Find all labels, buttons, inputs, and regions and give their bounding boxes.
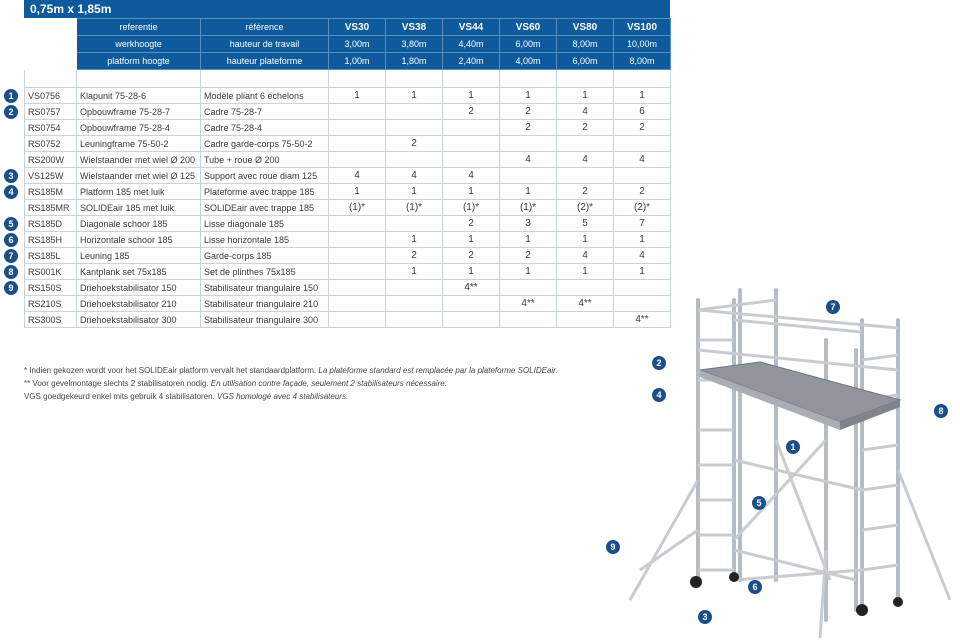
part-name-nl: Leuning 185 xyxy=(77,248,201,264)
height-value: 8,00m xyxy=(614,53,671,70)
quantity-cell: 4 xyxy=(329,168,386,184)
scaffold-illustration xyxy=(600,280,960,640)
parts-table xyxy=(24,18,671,328)
part-name-nl: SOLIDEair 185 met luik xyxy=(77,200,201,216)
callout-badge: 4 xyxy=(652,388,666,402)
quantity-cell: 1 xyxy=(614,264,671,280)
header-label-fr: hauteur de travail xyxy=(201,36,329,53)
model-header: VS30 xyxy=(329,19,386,36)
part-name-nl: Driehoekstabilisator 150 xyxy=(77,280,201,296)
part-name-nl: Klapunit 75-28-6 xyxy=(77,88,201,104)
quantity-cell xyxy=(386,104,443,120)
table-row xyxy=(25,88,671,104)
quantity-cell xyxy=(329,216,386,232)
quantity-cell: 1 xyxy=(386,232,443,248)
row-number-badge: 3 xyxy=(4,169,18,183)
quantity-cell: 2 xyxy=(386,136,443,152)
part-reference: RS185D xyxy=(25,216,77,232)
part-name-fr: Plateforme avec trappe 185 xyxy=(201,184,329,200)
quantity-cell: 2 xyxy=(443,216,500,232)
height-value: 2,40m xyxy=(443,53,500,70)
part-name-fr: Modèle pliant 6 échelons xyxy=(201,88,329,104)
height-value: 8,00m xyxy=(557,36,614,53)
quantity-cell: 4 xyxy=(443,168,500,184)
part-name-nl: Opbouwframe 75-28-7 xyxy=(77,104,201,120)
table-row xyxy=(25,232,671,248)
height-value: 4,40m xyxy=(443,36,500,53)
header-row xyxy=(25,19,671,36)
table-row xyxy=(25,136,671,152)
quantity-cell: 1 xyxy=(386,264,443,280)
quantity-cell xyxy=(386,120,443,136)
height-value: 1,00m xyxy=(329,53,386,70)
header-corner xyxy=(25,53,77,70)
quantity-cell: 5 xyxy=(557,216,614,232)
quantity-cell xyxy=(443,136,500,152)
quantity-cell: 4 xyxy=(614,248,671,264)
footnote xyxy=(24,364,644,377)
part-name-fr: Support avec roue diam 125 xyxy=(201,168,329,184)
model-header: VS80 xyxy=(557,19,614,36)
quantity-cell xyxy=(500,280,557,296)
callout-badge: 6 xyxy=(748,580,762,594)
part-reference: RS300S xyxy=(25,312,77,328)
quantity-cell: 4 xyxy=(614,152,671,168)
quantity-cell: 4 xyxy=(557,152,614,168)
part-reference: VS0756 xyxy=(25,88,77,104)
model-header: VS60 xyxy=(500,19,557,36)
quantity-cell: (1)* xyxy=(386,200,443,216)
quantity-cell xyxy=(443,120,500,136)
quantity-cell: 1 xyxy=(557,232,614,248)
part-name-nl: Diagonale schoor 185 xyxy=(77,216,201,232)
part-name-fr: Lisse diagonale 185 xyxy=(201,216,329,232)
part-name-nl: Horizontale schoor 185 xyxy=(77,232,201,248)
row-number-badge: 9 xyxy=(4,281,18,295)
footnote-nl: ** Voor gevelmontage slechts 2 stabilisatoren nodig. xyxy=(24,379,211,388)
quantity-cell: (1)* xyxy=(443,200,500,216)
quantity-cell: 1 xyxy=(500,232,557,248)
spacer-row xyxy=(25,70,671,88)
quantity-cell: 4 xyxy=(557,104,614,120)
quantity-cell xyxy=(443,152,500,168)
quantity-cell: 1 xyxy=(557,88,614,104)
quantity-cell: (1)* xyxy=(329,200,386,216)
quantity-cell xyxy=(329,152,386,168)
callout-badge: 2 xyxy=(652,356,666,370)
part-name-fr: Stabilisateur triangulaire 300 xyxy=(201,312,329,328)
table-row xyxy=(25,168,671,184)
part-name-nl: Opbouwframe 75-28-4 xyxy=(77,120,201,136)
part-name-nl: Driehoekstabilisator 300 xyxy=(77,312,201,328)
quantity-cell: 1 xyxy=(443,88,500,104)
quantity-cell: 2 xyxy=(557,184,614,200)
table-row xyxy=(25,184,671,200)
header-corner xyxy=(25,36,77,53)
table-row xyxy=(25,120,671,136)
header-label-fr: hauteur plateforme xyxy=(201,53,329,70)
table-row xyxy=(25,152,671,168)
row-number-badge: 7 xyxy=(4,249,18,263)
quantity-cell: 1 xyxy=(500,184,557,200)
part-name-fr: Garde-corps 185 xyxy=(201,248,329,264)
quantity-cell: (1)* xyxy=(500,200,557,216)
quantity-cell xyxy=(386,296,443,312)
height-value: 3,80m xyxy=(386,36,443,53)
height-value: 1,80m xyxy=(386,53,443,70)
footnotes xyxy=(24,364,644,403)
footnote-fr: La plateforme standard est remplacée par la plateforme SOLIDEair. xyxy=(318,366,558,375)
part-reference: RS185H xyxy=(25,232,77,248)
row-number-badge: 5 xyxy=(4,217,18,231)
table-row xyxy=(25,264,671,280)
quantity-cell xyxy=(329,104,386,120)
quantity-cell: 2 xyxy=(500,104,557,120)
callout-badge: 5 xyxy=(752,496,766,510)
part-name-fr: Lisse horizontale 185 xyxy=(201,232,329,248)
header-corner xyxy=(25,19,77,36)
part-name-nl: Driehoekstabilisator 210 xyxy=(77,296,201,312)
table-row xyxy=(25,216,671,232)
header-row xyxy=(25,53,671,70)
callout-badge: 8 xyxy=(934,404,948,418)
quantity-cell: 1 xyxy=(329,184,386,200)
part-name-nl: Kantplank set 75x185 xyxy=(77,264,201,280)
part-reference: RS185M xyxy=(25,184,77,200)
quantity-cell: 2 xyxy=(443,104,500,120)
quantity-cell xyxy=(386,216,443,232)
quantity-cell: 4** xyxy=(443,280,500,296)
quantity-cell: 1 xyxy=(500,88,557,104)
quantity-cell: 1 xyxy=(500,264,557,280)
quantity-cell: 1 xyxy=(329,88,386,104)
quantity-cell: 6 xyxy=(614,104,671,120)
part-reference: RS150S xyxy=(25,280,77,296)
quantity-cell: 2 xyxy=(614,184,671,200)
part-reference: VS125W xyxy=(25,168,77,184)
quantity-cell xyxy=(329,280,386,296)
model-header: VS44 xyxy=(443,19,500,36)
quantity-cell: 1 xyxy=(614,232,671,248)
quantity-cell: 1 xyxy=(443,232,500,248)
footnote xyxy=(24,390,644,403)
header-label-nl: werkhoogte xyxy=(77,36,201,53)
callout-badge: 3 xyxy=(698,610,712,624)
quantity-cell: 4** xyxy=(500,296,557,312)
part-name-fr: SOLIDEair avec trappe 185 xyxy=(201,200,329,216)
quantity-cell: 2 xyxy=(500,248,557,264)
header-label-nl: platform hoogte xyxy=(77,53,201,70)
table-row xyxy=(25,248,671,264)
model-header: VS38 xyxy=(386,19,443,36)
part-reference: RS200W xyxy=(25,152,77,168)
part-name-fr: Cadre garde-corps 75-50-2 xyxy=(201,136,329,152)
quantity-cell: 2 xyxy=(557,120,614,136)
part-reference: RS185MR xyxy=(25,200,77,216)
part-reference: RS0754 xyxy=(25,120,77,136)
quantity-cell xyxy=(329,120,386,136)
quantity-cell: (2)* xyxy=(557,200,614,216)
quantity-cell: 4 xyxy=(557,248,614,264)
header-label-fr: référence xyxy=(201,19,329,36)
part-name-nl: Wielstaander met wiel Ø 200 xyxy=(77,152,201,168)
header-label-nl: referentie xyxy=(77,19,201,36)
quantity-cell: 3 xyxy=(500,216,557,232)
footnote-fr: VGS homologé avec 4 stabilisateurs. xyxy=(217,392,349,401)
quantity-cell xyxy=(614,136,671,152)
quantity-cell xyxy=(386,152,443,168)
quantity-cell xyxy=(500,312,557,328)
quantity-cell xyxy=(386,280,443,296)
row-number-badge: 4 xyxy=(4,185,18,199)
quantity-cell: 7 xyxy=(614,216,671,232)
quantity-cell xyxy=(329,264,386,280)
height-value: 6,00m xyxy=(500,36,557,53)
row-number-badge: 8 xyxy=(4,265,18,279)
callout-badge: 1 xyxy=(786,440,800,454)
part-reference: RS001K xyxy=(25,264,77,280)
callout-badge: 9 xyxy=(606,540,620,554)
quantity-cell: 4 xyxy=(500,152,557,168)
quantity-cell xyxy=(443,312,500,328)
quantity-cell: 4 xyxy=(386,168,443,184)
header-row xyxy=(25,36,671,53)
footnote xyxy=(24,377,644,390)
quantity-cell xyxy=(500,136,557,152)
row-number-badge: 6 xyxy=(4,233,18,247)
quantity-cell: 2 xyxy=(500,120,557,136)
quantity-cell xyxy=(614,168,671,184)
part-name-fr: Cadre 75-28-7 xyxy=(201,104,329,120)
quantity-cell xyxy=(443,296,500,312)
table-row xyxy=(25,200,671,216)
part-name-fr: Stabilisateur triangulaire 210 xyxy=(201,296,329,312)
row-number-badge: 2 xyxy=(4,105,18,119)
part-name-fr: Cadre 75-28-4 xyxy=(201,120,329,136)
quantity-cell: 2 xyxy=(614,120,671,136)
height-value: 3,00m xyxy=(329,36,386,53)
part-name-fr: Set de plinthes 75x185 xyxy=(201,264,329,280)
height-value: 6,00m xyxy=(557,53,614,70)
quantity-cell: 4** xyxy=(614,312,671,328)
quantity-cell xyxy=(329,296,386,312)
callout-badge: 7 xyxy=(826,300,840,314)
part-name-fr: Tube + roue Ø 200 xyxy=(201,152,329,168)
table-title: 0,75m x 1,85m xyxy=(24,0,670,18)
height-value: 4,00m xyxy=(500,53,557,70)
quantity-cell: (2)* xyxy=(614,200,671,216)
quantity-cell xyxy=(557,136,614,152)
part-reference: RS210S xyxy=(25,296,77,312)
part-reference: RS0752 xyxy=(25,136,77,152)
table-row xyxy=(25,312,671,328)
quantity-cell xyxy=(500,168,557,184)
model-header: VS100 xyxy=(614,19,671,36)
quantity-cell xyxy=(329,248,386,264)
quantity-cell xyxy=(386,312,443,328)
quantity-cell: 1 xyxy=(386,184,443,200)
footnote-nl: * Indien gekozen wordt voor het SOLIDEair platform vervalt het standaardplatform. xyxy=(24,366,319,375)
quantity-cell: 1 xyxy=(614,88,671,104)
quantity-cell xyxy=(329,312,386,328)
quantity-cell: 2 xyxy=(386,248,443,264)
row-number-badge: 1 xyxy=(4,89,18,103)
quantity-cell: 1 xyxy=(443,184,500,200)
footnote-nl: VGS goedgekeurd enkel mits gebruik 4 stabilisatoren. xyxy=(24,392,217,401)
quantity-cell xyxy=(557,168,614,184)
part-reference: RS0757 xyxy=(25,104,77,120)
footnote-fr: En utilisation contre façade, seulement 2 stabilisateurs nécessaire. xyxy=(210,379,447,388)
part-name-nl: Platform 185 met luik xyxy=(77,184,201,200)
part-name-nl: Leuningframe 75-50-2 xyxy=(77,136,201,152)
part-name-fr: Stabilisateur triangulaire 150 xyxy=(201,280,329,296)
table-row xyxy=(25,296,671,312)
part-name-nl: Wielstaander met wiel Ø 125 xyxy=(77,168,201,184)
quantity-cell: 1 xyxy=(557,264,614,280)
height-value: 10,00m xyxy=(614,36,671,53)
part-reference: RS185L xyxy=(25,248,77,264)
quantity-cell xyxy=(329,232,386,248)
quantity-cell: 2 xyxy=(443,248,500,264)
quantity-cell: 4** xyxy=(557,296,614,312)
quantity-cell xyxy=(329,136,386,152)
quantity-cell: 1 xyxy=(386,88,443,104)
table-row xyxy=(25,104,671,120)
quantity-cell: 1 xyxy=(443,264,500,280)
table-row xyxy=(25,280,671,296)
